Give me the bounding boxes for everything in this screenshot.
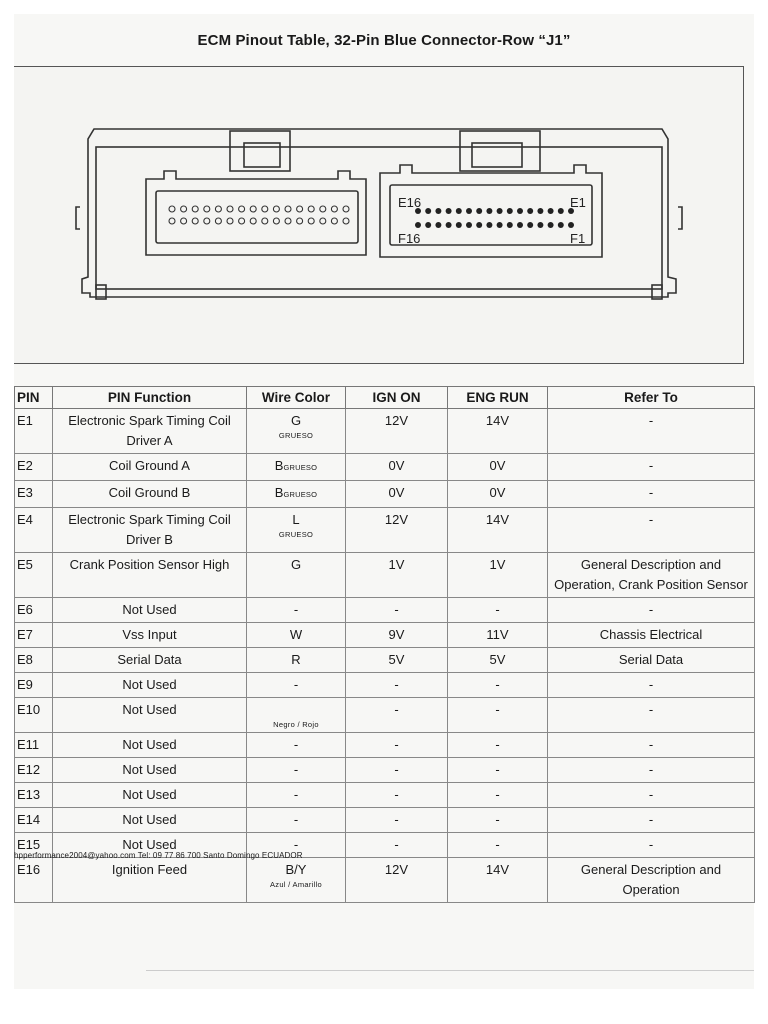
refer-to-cell: - [548,733,755,758]
document-sheet [14,14,754,989]
connector-pin-hollow [239,206,245,212]
label-f16: F16 [398,231,421,246]
ign-on-cell: 5V [346,648,448,673]
refer-to-cell: General Description and Operation [548,858,755,903]
connector-pin-solid [517,222,523,228]
connector-pin-solid [497,222,503,228]
connector-pin-solid [466,222,472,228]
table-row [15,508,755,553]
eng-run-cell: - [448,758,548,783]
connector-pin-solid [476,222,482,228]
ign-on-cell: 12V [346,508,448,553]
wire-color-cell [247,698,346,733]
function-cell: Not Used [53,733,247,758]
eng-run-cell: - [448,733,548,758]
connector-pin-solid [425,208,431,214]
connector-pin-hollow [169,218,175,224]
connector-pin-hollow [285,206,291,212]
eng-run-cell: 14V [448,858,548,903]
connector-pin-solid [558,222,564,228]
ign-on-cell: - [346,833,448,858]
pin-cell: E5 [15,553,53,598]
connector-pin-hollow [227,218,233,224]
table-row [15,409,755,454]
eng-run-cell: 0V [448,481,548,508]
wire-color-cell [247,481,346,508]
connector-pin-solid [446,222,452,228]
wire-color-code: R [291,652,301,667]
wire-color-code: B [274,458,284,473]
connector-pin-solid [527,208,533,214]
wire-color-note: GRUESO [278,530,314,539]
wire-color-code: B/Y [285,862,307,877]
refer-to-cell: Chassis Electrical [548,623,755,648]
ign-on-cell: - [346,673,448,698]
wire-color-code: - [293,787,299,802]
pin-cell: E10 [15,698,53,733]
connector-diagram [14,66,744,364]
pin-cell: E9 [15,673,53,698]
eng-run-cell: 11V [448,623,548,648]
connector-pin-solid [507,222,513,228]
table-row [15,858,755,903]
ign-on-cell: 12V [346,409,448,454]
header-pin: PIN [15,387,53,409]
label-f1: F1 [570,231,586,246]
wire-color-cell [247,553,346,598]
wire-color-code: L [292,512,300,527]
ign-on-cell: - [346,808,448,833]
wire-color-code: - [293,602,299,617]
connector-pin-hollow [181,218,187,224]
connector-pin-hollow [308,206,314,212]
connector-pin-hollow [320,206,326,212]
table-row [15,698,755,733]
connector-pin-hollow [227,206,233,212]
table-row [15,648,755,673]
table-row [15,454,755,481]
table-row [15,481,755,508]
connector-pin-solid [486,208,492,214]
connector-pin-hollow [169,206,175,212]
label-e16: E16 [398,195,422,210]
connector-pin-solid [568,222,574,228]
ign-on-cell: - [346,598,448,623]
wire-color-code: W [289,627,303,642]
wire-color-note: Azul / Amarillo [269,880,323,889]
pin-cell: E3 [15,481,53,508]
refer-to-cell: - [548,598,755,623]
table-row [15,758,755,783]
wire-color-cell [247,808,346,833]
wire-color-cell [247,508,346,553]
connector-pin-hollow [239,218,245,224]
connector-pin-solid [486,222,492,228]
connector-pin-solid [456,222,462,228]
connector-pin-hollow [204,218,210,224]
ign-on-cell: - [346,698,448,733]
connector-pin-solid [497,208,503,214]
table-row [15,783,755,808]
wire-color-cell [247,758,346,783]
eng-run-cell: 14V [448,508,548,553]
header-eng-run: ENG RUN [448,387,548,409]
pin-cell: E14 [15,808,53,833]
refer-to-cell: - [548,783,755,808]
table-row [15,673,755,698]
connector-pin-hollow [192,218,198,224]
ign-on-cell: - [346,758,448,783]
ign-on-cell: - [346,783,448,808]
connector-pin-solid [558,208,564,214]
connector-pin-solid [435,222,441,228]
connector-pin-hollow [192,206,198,212]
function-cell: Electronic Spark Timing Coil Driver B [53,508,247,553]
function-cell: Coil Ground A [53,454,247,481]
wire-color-cell [247,454,346,481]
connector-pin-solid [446,208,452,214]
refer-to-cell: - [548,673,755,698]
function-cell: Not Used [53,758,247,783]
function-cell: Not Used [53,808,247,833]
header-wire-color: Wire Color [247,387,346,409]
wire-color-cell [247,623,346,648]
eng-run-cell: - [448,698,548,733]
pin-cell: E1 [15,409,53,454]
connector-pin-solid [425,222,431,228]
table-row [15,553,755,598]
connector-pin-hollow [320,218,326,224]
function-cell: Not Used [53,783,247,808]
connector-pin-hollow [181,206,187,212]
eng-run-cell: - [448,833,548,858]
pinout-table [14,386,755,903]
refer-to-cell: - [548,409,755,454]
ign-on-cell: 12V [346,858,448,903]
refer-to-cell: - [548,508,755,553]
connector-pin-hollow [343,218,349,224]
wire-color-cell [247,409,346,454]
eng-run-cell: - [448,783,548,808]
wire-color-code: - [293,762,299,777]
wire-color-code: B [274,485,284,500]
function-cell: Not Used [53,598,247,623]
connector-pin-hollow [297,218,303,224]
wire-color-code: - [293,677,299,692]
pin-cell: E7 [15,623,53,648]
table-row [15,598,755,623]
refer-to-cell: - [548,833,755,858]
eng-run-cell: - [448,598,548,623]
pin-cell: E4 [15,508,53,553]
refer-to-cell: - [548,454,755,481]
wire-color-code: G [290,413,302,428]
connector-pin-hollow [262,218,268,224]
table-row [15,623,755,648]
connector-pin-hollow [273,218,279,224]
connector-pin-solid [548,222,554,228]
header-refer-to: Refer To [548,387,755,409]
connector-pin-hollow [308,218,314,224]
connector-pin-solid [517,208,523,214]
function-cell: Electronic Spark Timing Coil Driver A [53,409,247,454]
connector-pin-hollow [285,218,291,224]
pin-cell: E2 [15,454,53,481]
pin-cell: E12 [15,758,53,783]
connector-pin-hollow [331,206,337,212]
connector-pin-solid [548,208,554,214]
header-ign-on: IGN ON [346,387,448,409]
eng-run-cell: 0V [448,454,548,481]
refer-to-cell: - [548,481,755,508]
function-cell: Crank Position Sensor High [53,553,247,598]
wire-color-note: Negro / Rojo [273,720,319,729]
connector-pin-hollow [297,206,303,212]
connector-pin-solid [415,222,421,228]
pin-cell: E15 [15,833,53,858]
connector-pin-solid [527,222,533,228]
function-cell: Serial Data [53,648,247,673]
connector-pin-solid [507,208,513,214]
refer-to-cell: General Description and Operation, Crank Position Sensor [548,553,755,598]
ign-on-cell: 9V [346,623,448,648]
connector-pin-solid [537,222,543,228]
wire-color-note: GRUESO [278,431,314,440]
connector-pin-hollow [250,206,256,212]
header-function: PIN Function [53,387,247,409]
eng-run-cell: 14V [448,409,548,454]
connector-pin-hollow [215,218,221,224]
wire-color-cell [247,648,346,673]
function-cell: Vss Input [53,623,247,648]
connector-pin-hollow [250,218,256,224]
pin-cell: E16 [15,858,53,903]
wire-color-cell [247,673,346,698]
refer-to-cell: - [548,808,755,833]
function-cell: Coil Ground B [53,481,247,508]
wire-color-cell [247,598,346,623]
wire-color-note: GRUESO [283,463,318,472]
pin-cell: E6 [15,598,53,623]
ign-on-cell: 1V [346,553,448,598]
eng-run-cell: 1V [448,553,548,598]
footer-contact: hpperformance2004@yahoo.com Tel: 09 77 86 700 Santo Domingo ECUADOR [14,851,303,860]
table-row [15,733,755,758]
connector-pin-solid [456,208,462,214]
connector-pin-solid [435,208,441,214]
connector-pin-hollow [343,206,349,212]
wire-color-cell [247,858,346,903]
function-cell: Ignition Feed [53,858,247,903]
table-header-row [15,387,755,409]
page-title: ECM Pinout Table, 32-Pin Blue Connector-Row “J1” [197,32,571,49]
connector-pin-hollow [215,206,221,212]
function-cell: Not Used [53,673,247,698]
wire-color-code: - [293,812,299,827]
eng-run-cell: - [448,808,548,833]
ecm-connector-drawing [14,67,744,365]
function-cell: Not Used [53,698,247,733]
refer-to-cell: - [548,758,755,783]
pin-cell: E11 [15,733,53,758]
wire-color-cell [247,733,346,758]
refer-to-cell: Serial Data [548,648,755,673]
connector-pin-hollow [273,206,279,212]
ign-on-cell: - [346,733,448,758]
table-row [15,808,755,833]
connector-pin-hollow [331,218,337,224]
bottom-rule [146,970,754,971]
function-cell: Not Used [53,833,247,858]
wire-color-code: G [290,557,302,572]
refer-to-cell: - [548,698,755,733]
connector-pin-solid [466,208,472,214]
wire-color-note: GRUESO [283,490,318,499]
ign-on-cell: 0V [346,481,448,508]
label-e1: E1 [570,195,586,210]
pin-cell: E13 [15,783,53,808]
eng-run-cell: - [448,673,548,698]
connector-pin-hollow [204,206,210,212]
wire-color-code: - [293,837,299,852]
wire-color-code: - [293,737,299,752]
connector-pin-solid [476,208,482,214]
connector-pin-solid [537,208,543,214]
ign-on-cell: 0V [346,454,448,481]
connector-pin-hollow [262,206,268,212]
wire-color-cell [247,783,346,808]
eng-run-cell: 5V [448,648,548,673]
pin-cell: E8 [15,648,53,673]
